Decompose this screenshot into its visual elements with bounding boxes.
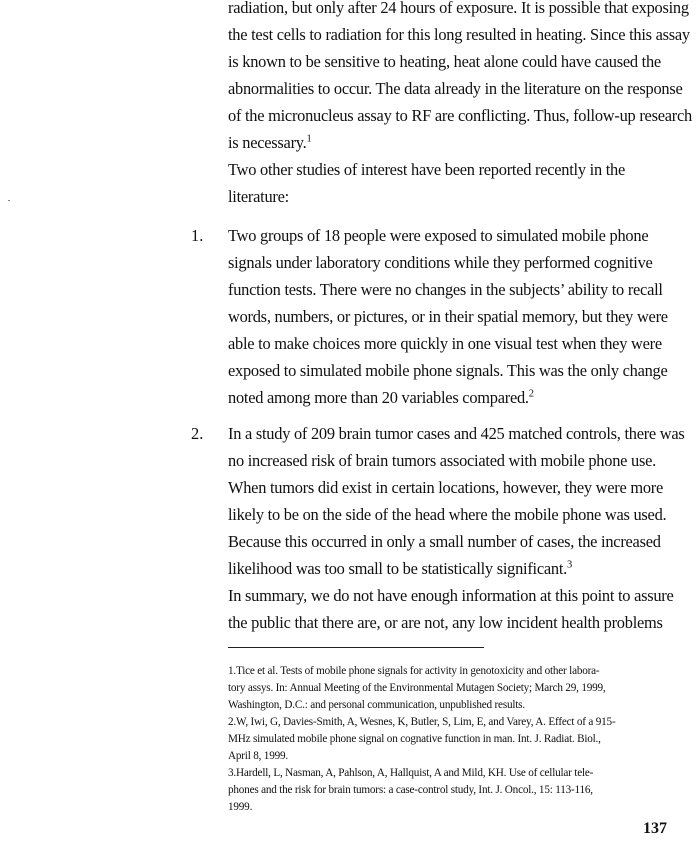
body-text-line: signals under laboratory conditions while they performed cognitive: [228, 253, 653, 272]
body-text-line: literature:: [228, 187, 289, 206]
body-text-line: of the micronucleus assay to RF are conflicting. Thus, follow-up research: [228, 106, 692, 125]
body-text-line: [228, 559, 572, 579]
footnote-line: 2.W, Iwi, G, Davies-Smith, A, Wesnes, K, Butler, S, Lim, E, and Varey, A. Effect of a 915-: [228, 716, 616, 728]
body-text-line: is known to be sensitive to heating, heat alone could have caused the: [228, 52, 661, 71]
body-text-line: When tumors did exist in certain locations, however, they were more: [228, 478, 664, 497]
footnote-ref-1: 1: [306, 133, 312, 145]
body-text-line: Two other studies of interest have been reported recently in the: [228, 160, 626, 179]
body-text-line: exposed to simulated mobile phone signals. This was the only change: [228, 361, 668, 380]
body-text-line: the public that there are, or are not, any low incident health problems: [228, 613, 663, 632]
body-text-line: Two groups of 18 people were exposed to simulated mobile phone: [228, 226, 649, 245]
page-number: 137: [643, 820, 667, 837]
body-text-line: no increased risk of brain tumors associated with mobile phone use.: [228, 451, 656, 470]
footnote-line: MHz simulated mobile phone signal on cognative function in man. Int. J. Radiat. Biol.,: [228, 733, 601, 745]
body-text-line: likely to be on the side of the head where the mobile phone was used.: [228, 505, 667, 524]
body-text: noted among more than 20 variables compared.: [228, 388, 529, 407]
body-text-line: function tests. There were no changes in the subjects’ ability to recall: [228, 280, 663, 299]
footnote-line: phones and the risk for brain tumors: a case-control study, Int. J. Oncol., 15: 113-116,: [228, 784, 593, 796]
footnote-line: 3.Hardell, L, Nasman, A, Pahlson, A, Hallquist, A and Mild, KH. Use of cellular tele-: [228, 767, 594, 779]
body-text-line: radiation, but only after 24 hours of exposure. It is possible that exposing: [228, 0, 689, 17]
body-text-line: [228, 388, 534, 408]
footnote-line: April 8, 1999.: [228, 750, 288, 762]
footnote-ref-3: 3: [567, 559, 573, 571]
scan-speck: [8, 200, 10, 201]
list-item-number: 1.: [191, 226, 204, 245]
body-text-line: In summary, we do not have enough information at this point to assure: [228, 586, 674, 605]
body-text-line: the test cells to radiation for this long resulted in heating. Since this assay: [228, 25, 690, 44]
body-text: likelihood was too small to be statistically significant.: [228, 559, 568, 578]
footnote-line: 1.Tice et al. Tests of mobile phone signals for activity in genotoxicity and other labora-: [228, 665, 600, 677]
footnote-divider: [228, 647, 484, 648]
body-text-line: Because this occurred in only a small number of cases, the increased: [228, 532, 661, 551]
footnote-ref-2: 2: [528, 388, 534, 400]
body-text-line: [228, 133, 312, 153]
body-text-line: able to make choices more quickly in one visual test when they were: [228, 334, 662, 353]
footnote-line: 1999.: [228, 801, 253, 813]
footnote-line: tory assys. In: Annual Meeting of the Environmental Mutagen Society; March 29, 1999,: [228, 682, 606, 694]
body-text: is necessary.: [228, 133, 307, 152]
body-text-line: In a study of 209 brain tumor cases and 425 matched controls, there was: [228, 424, 685, 443]
footnote-line: Washington, D.C.: and personal communication, unpublished results.: [228, 699, 525, 711]
list-item-number: 2.: [191, 424, 204, 443]
body-text-line: words, numbers, or pictures, or in their spatial memory, but they were: [228, 307, 668, 326]
body-text-line: abnormalities to occur. The data already in the literature on the response: [228, 79, 683, 98]
